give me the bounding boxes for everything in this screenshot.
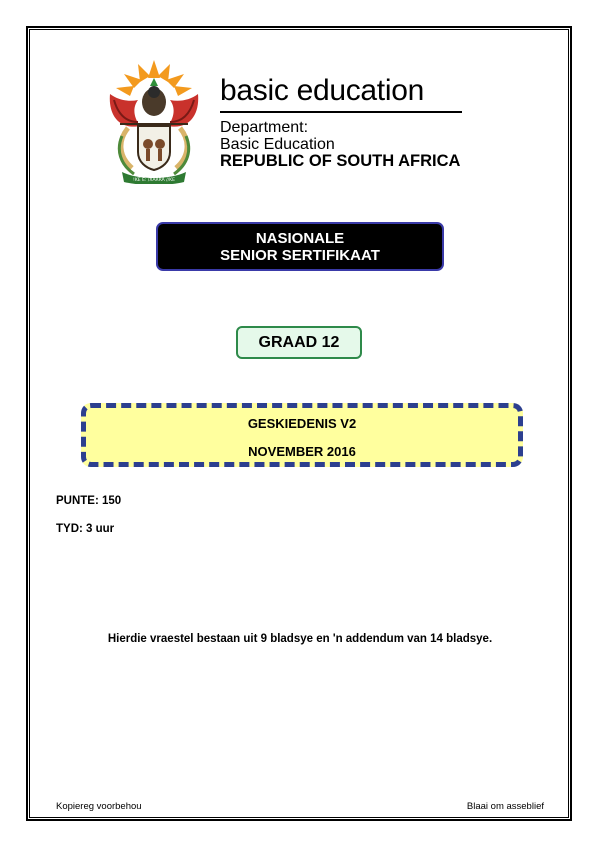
brand-underline xyxy=(220,111,462,113)
certificate-banner xyxy=(156,222,444,271)
exam-duration: TYD: 3 uur xyxy=(56,523,115,535)
turn-over-notice: Blaai om asseblief xyxy=(466,801,544,812)
shield xyxy=(138,126,170,170)
grade-badge xyxy=(236,326,362,359)
brand-title: basic education xyxy=(220,74,424,107)
grade-label: GRAAD 12 xyxy=(258,333,340,351)
department-label: Department: xyxy=(220,119,309,136)
certificate-line-1: NASIONALE xyxy=(255,229,345,247)
subject-panel xyxy=(81,403,523,467)
svg-text:!KE E: /XARRA //KE: !KE E: /XARRA //KE xyxy=(133,178,175,183)
exam-session: NOVEMBER 2016 xyxy=(248,444,356,459)
certificate-line-2: SENIOR SERTIFIKAAT xyxy=(220,246,380,264)
south-africa-coat-of-arms-icon xyxy=(98,56,210,184)
subject-name: GESKIEDENIS V2 xyxy=(247,416,357,431)
copyright-notice: Kopiereg voorbehou xyxy=(56,801,142,812)
department-name: Basic Education xyxy=(220,136,335,153)
page-count-note: Hierdie vraestel bestaan uit 9 bladsye en 'n addendum van 14 bladsye. xyxy=(107,633,493,645)
country-name: REPUBLIC OF SOUTH AFRICA xyxy=(220,152,461,170)
total-marks: PUNTE: 150 xyxy=(56,495,122,507)
